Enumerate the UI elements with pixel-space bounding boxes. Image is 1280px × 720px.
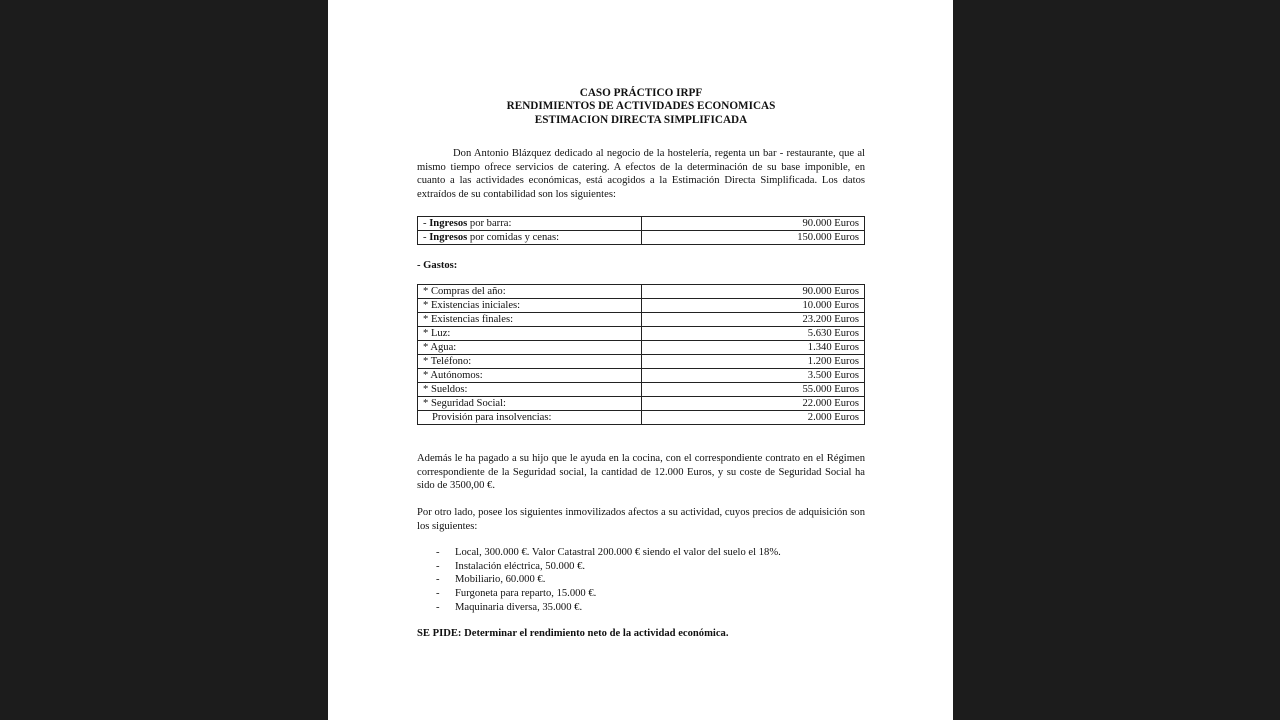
asset-text: Instalación eléctrica, 50.000 €. bbox=[455, 560, 586, 572]
table-row bbox=[418, 299, 865, 313]
gasto-label: * Seguridad Social: bbox=[418, 397, 642, 411]
gasto-label: * Existencias iniciales: bbox=[418, 299, 642, 313]
gastos-heading: - Gastos: bbox=[417, 259, 458, 271]
document-subtitle-2: ESTIMACION DIRECTA SIMPLIFICADA bbox=[534, 113, 748, 126]
list-item bbox=[436, 587, 865, 601]
table-row bbox=[418, 216, 865, 230]
gasto-label: * Compras del año: bbox=[418, 285, 642, 299]
document-title-block bbox=[417, 87, 865, 127]
gasto-amount: 22.000 Euros bbox=[641, 397, 865, 411]
gasto-label: * Autónomos: bbox=[418, 369, 642, 383]
gasto-label: * Luz: bbox=[418, 327, 642, 341]
ingresos-prefix: - bbox=[423, 217, 430, 229]
gasto-amount: 1.340 Euros bbox=[641, 341, 865, 355]
gasto-label: * Sueldos: bbox=[418, 383, 642, 397]
hijo-paragraph: Además le ha pagado a su hijo que le ayuda en la cocina, con el correspondiente contrato en el Régimen correspondiente de la Seguridad social, la cantidad de 12.000 Euros, y su coste de Seguridad Social ha sido de 3500,00 €. bbox=[417, 453, 865, 492]
list-bullet: - bbox=[436, 574, 440, 586]
ingresos-table bbox=[417, 216, 865, 245]
list-bullet: - bbox=[436, 587, 440, 599]
se-pide-statement: SE PIDE: Determinar el rendimiento neto de la actividad económica. bbox=[417, 628, 729, 640]
ingresos-label-cell bbox=[418, 230, 642, 244]
gasto-amount: 10.000 Euros bbox=[641, 299, 865, 313]
table-row bbox=[418, 341, 865, 355]
table-row bbox=[418, 369, 865, 383]
ingresos-amount: 150.000 Euros bbox=[641, 230, 865, 244]
intro-paragraph: Don Antonio Blázquez dedicado al negocio de la hostelería, regenta un bar - restaurante, que al mismo tiempo ofrece servicios de catering. A efectos de la determinación de su base imponible, en cuanto a las actividades económicas, está acogidos a la Estimación Directa Simplificada. Los datos extraídos de su contabilidad son los siguientes: bbox=[417, 148, 865, 200]
gasto-amount: 1.200 Euros bbox=[641, 355, 865, 369]
list-item bbox=[436, 573, 865, 587]
asset-text: Local, 300.000 €. Valor Catastral 200.000 € siendo el valor del suelo el 18%. bbox=[455, 547, 781, 559]
gasto-amount: 2.000 Euros bbox=[641, 411, 865, 425]
document-page bbox=[328, 0, 953, 720]
table-row bbox=[418, 230, 865, 244]
table-row bbox=[418, 383, 865, 397]
document-title: CASO PRÁCTICO IRPF bbox=[579, 87, 703, 99]
table-row bbox=[418, 327, 865, 341]
gasto-label: * Existencias finales: bbox=[418, 313, 642, 327]
gasto-amount: 5.630 Euros bbox=[641, 327, 865, 341]
table-row bbox=[418, 285, 865, 299]
document-content bbox=[417, 87, 865, 641]
table-row bbox=[418, 411, 865, 425]
ingresos-rest: por comidas y cenas: bbox=[467, 231, 560, 243]
list-item bbox=[436, 546, 865, 560]
asset-text: Mobiliario, 60.000 €. bbox=[455, 574, 546, 586]
gasto-amount: 23.200 Euros bbox=[641, 313, 865, 327]
asset-text: Maquinaria diversa, 35.000 €. bbox=[455, 601, 583, 613]
gasto-label: * Agua: bbox=[418, 341, 642, 355]
list-bullet: - bbox=[436, 547, 440, 559]
list-bullet: - bbox=[436, 560, 440, 572]
list-item bbox=[436, 601, 865, 615]
gastos-table bbox=[417, 284, 865, 425]
inmovilizados-paragraph: Por otro lado, posee los siguientes inmovilizados afectos a su actividad, cuyos precios de adquisición son los siguientes: bbox=[417, 506, 865, 532]
ingresos-rest: por barra: bbox=[467, 217, 512, 229]
asset-text: Furgoneta para reparto, 15.000 €. bbox=[455, 587, 597, 599]
ingresos-bold: Ingresos bbox=[429, 217, 468, 229]
gasto-amount: 55.000 Euros bbox=[641, 383, 865, 397]
ingresos-bold: Ingresos bbox=[429, 231, 468, 243]
document-subtitle: RENDIMIENTOS DE ACTIVIDADES ECONOMICAS bbox=[506, 100, 776, 113]
ingresos-amount: 90.000 Euros bbox=[641, 216, 865, 230]
gasto-amount: 3.500 Euros bbox=[641, 369, 865, 383]
ingresos-label-cell bbox=[418, 216, 642, 230]
list-item bbox=[436, 560, 865, 574]
table-row bbox=[418, 313, 865, 327]
gasto-label: * Teléfono: bbox=[418, 355, 642, 369]
gasto-amount: 90.000 Euros bbox=[641, 285, 865, 299]
table-row bbox=[418, 355, 865, 369]
ingresos-prefix: - bbox=[423, 231, 430, 243]
list-bullet: - bbox=[436, 601, 440, 613]
gasto-label: Provisión para insolvencias: bbox=[418, 411, 642, 425]
table-row bbox=[418, 397, 865, 411]
assets-list bbox=[417, 546, 865, 614]
